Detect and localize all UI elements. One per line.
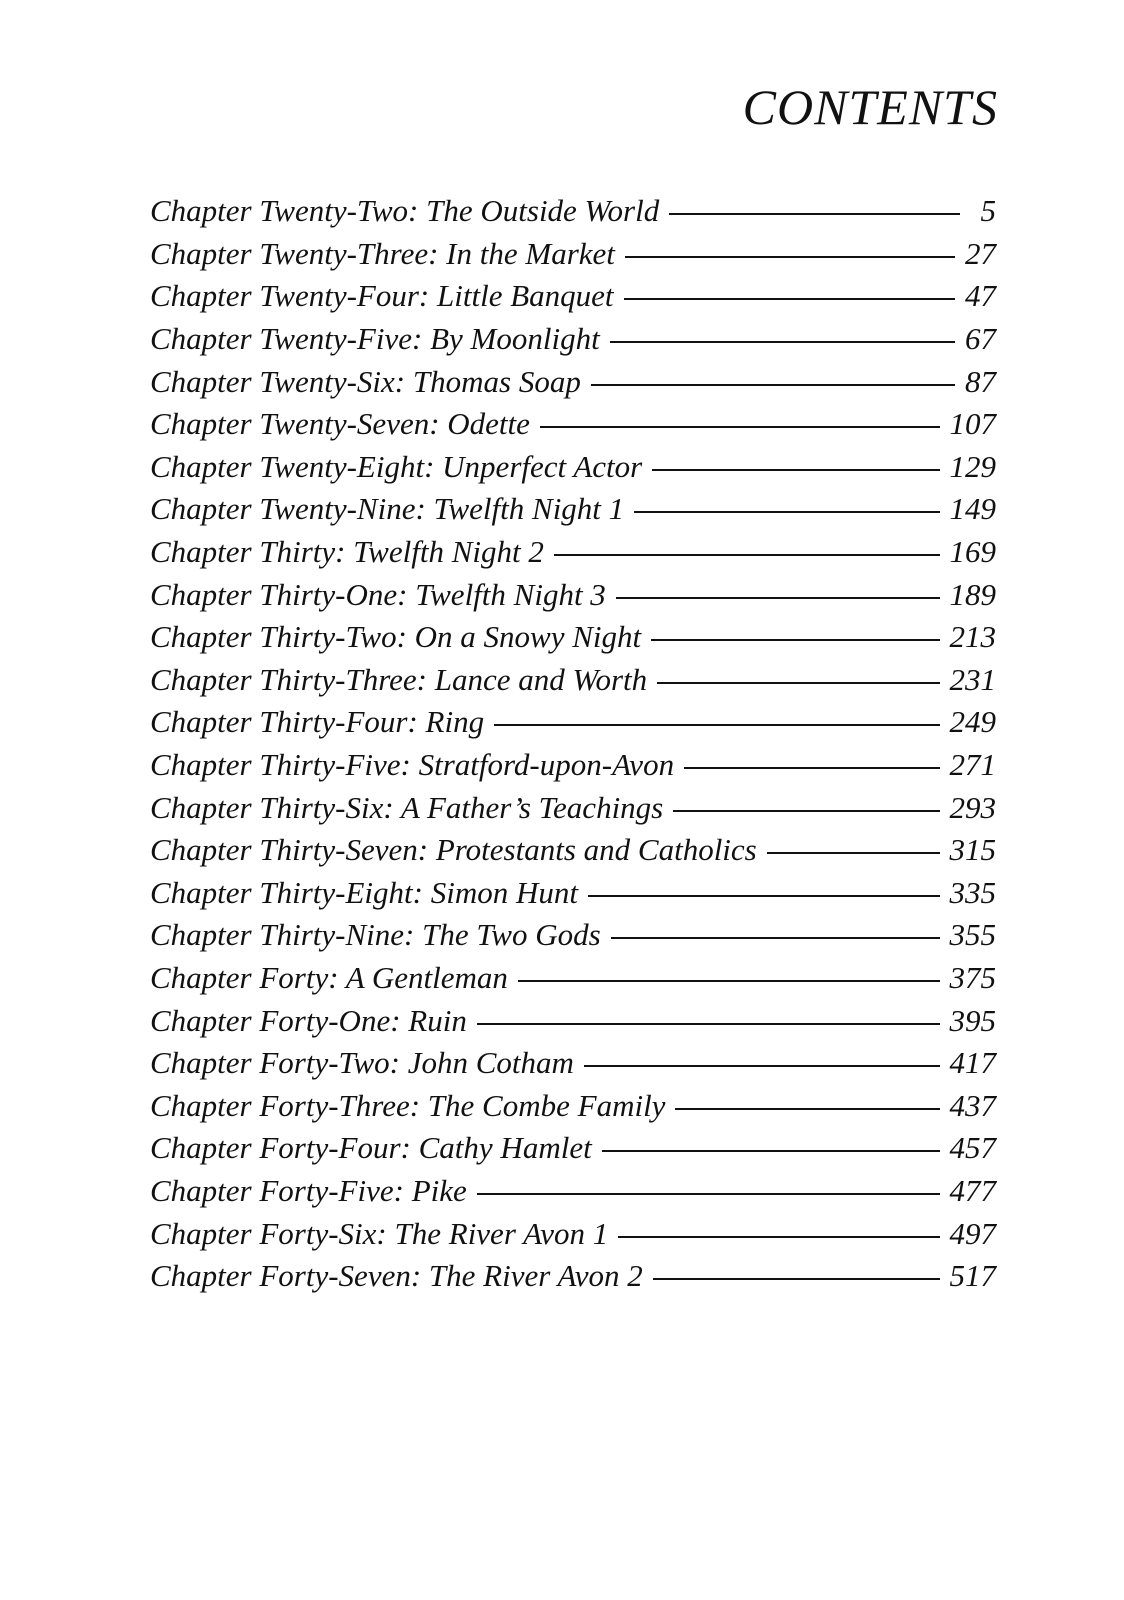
toc-entry (150, 914, 996, 957)
page-number: 169 (949, 534, 996, 570)
page-number: 335 (949, 874, 996, 910)
chapter-title: Chapter Forty-Six: The River Avon 1 (150, 1215, 609, 1251)
page-number: 293 (949, 789, 996, 825)
leader-line (657, 682, 939, 684)
chapter-title: Chapter Twenty-Five: By Moonlight (150, 321, 600, 357)
chapter-title: Chapter Thirty-Six: A Father’s Teachings (150, 789, 664, 825)
chapter-title: Chapter Thirty-Seven: Protestants and Catholics (150, 832, 757, 868)
toc-entry (150, 403, 996, 446)
leader-line (652, 469, 939, 471)
chapter-title: Chapter Twenty-Three: In the Market (150, 235, 615, 271)
page-number: 517 (949, 1258, 996, 1294)
toc-entry (150, 1084, 996, 1127)
chapter-title: Chapter Twenty-Eight: Unperfect Actor (150, 448, 643, 484)
chapter-title: Chapter Thirty-Two: On a Snowy Night (150, 619, 642, 655)
page-number: 231 (949, 661, 996, 697)
toc-entry (150, 488, 996, 531)
chapter-title: Chapter Forty-Two: John Cotham (150, 1045, 574, 1081)
toc-entry (150, 318, 996, 361)
page-number: 149 (949, 491, 996, 527)
chapter-title: Chapter Forty-Three: The Combe Family (150, 1087, 666, 1123)
chapter-title: Chapter Twenty-Two: The Outside World (150, 193, 660, 229)
toc-entry (150, 659, 996, 702)
page-number: 87 (965, 363, 996, 399)
leader-line (675, 1108, 939, 1110)
toc-entry (150, 531, 996, 574)
toc-entry (150, 701, 996, 744)
toc-entry (150, 616, 996, 659)
page-number: 67 (965, 321, 996, 357)
leader-line (767, 852, 940, 854)
page-number: 437 (949, 1087, 996, 1123)
leader-line (673, 810, 939, 812)
page-title: CONTENTS (742, 79, 998, 135)
toc-entry (150, 1255, 996, 1298)
chapter-title: Chapter Thirty-Three: Lance and Worth (150, 661, 648, 697)
leader-line (610, 341, 955, 343)
leader-line (518, 980, 940, 982)
toc-entry (150, 275, 996, 318)
toc-entry (150, 1042, 996, 1085)
page-number: 355 (949, 917, 996, 953)
chapter-title: Chapter Thirty-Four: Ring (150, 704, 485, 740)
chapter-title: Chapter Thirty-Five: Stratford-upon-Avon (150, 747, 675, 783)
chapter-title: Chapter Twenty-Nine: Twelfth Night 1 (150, 491, 625, 527)
page-number: 189 (949, 576, 996, 612)
chapter-title: Chapter Forty-Four: Cathy Hamlet (150, 1130, 592, 1166)
leader-line (669, 213, 960, 215)
toc-entry (150, 190, 996, 233)
leader-line (477, 1023, 940, 1025)
chapter-title: Chapter Twenty-Four: Little Banquet (150, 278, 614, 314)
leader-line (684, 767, 939, 769)
page-number: 497 (949, 1215, 996, 1251)
leader-line (653, 1278, 940, 1280)
leader-line (494, 724, 939, 726)
leader-line (624, 298, 955, 300)
table-of-contents (150, 190, 996, 1297)
chapter-title: Chapter Thirty-Nine: The Two Gods (150, 917, 601, 953)
leader-line (588, 895, 940, 897)
toc-entry (150, 233, 996, 276)
chapter-title: Chapter Twenty-Seven: Odette (150, 406, 530, 442)
chapter-title: Chapter Forty-One: Ruin (150, 1002, 467, 1038)
leader-line (616, 597, 940, 599)
toc-entry (150, 1170, 996, 1213)
toc-entry (150, 829, 996, 872)
page-number: 249 (949, 704, 996, 740)
toc-entry (150, 786, 996, 829)
leader-line (591, 384, 955, 386)
page-number: 47 (965, 278, 996, 314)
leader-line (625, 256, 955, 258)
leader-line (540, 426, 940, 428)
page-number: 477 (949, 1172, 996, 1208)
page-number: 107 (949, 406, 996, 442)
page-number: 457 (949, 1130, 996, 1166)
chapter-title: Chapter Thirty: Twelfth Night 2 (150, 534, 544, 570)
page-number: 417 (949, 1045, 996, 1081)
toc-entry (150, 446, 996, 489)
leader-line (602, 1150, 940, 1152)
toc-entry (150, 573, 996, 616)
leader-line (634, 511, 939, 513)
toc-entry (150, 1212, 996, 1255)
page-number: 213 (949, 619, 996, 655)
leader-line (477, 1193, 940, 1195)
page-number: 315 (949, 832, 996, 868)
leader-line (554, 554, 940, 556)
toc-entry (150, 872, 996, 915)
leader-line (651, 639, 939, 641)
chapter-title: Chapter Forty-Seven: The River Avon 2 (150, 1258, 643, 1294)
chapter-title: Chapter Thirty-Eight: Simon Hunt (150, 874, 578, 910)
chapter-title: Chapter Forty: A Gentleman (150, 959, 508, 995)
chapter-title: Chapter Twenty-Six: Thomas Soap (150, 363, 581, 399)
toc-entry (150, 1127, 996, 1170)
leader-line (618, 1236, 939, 1238)
page-number: 27 (965, 235, 996, 271)
page-number: 5 (980, 193, 996, 229)
page-number: 375 (949, 959, 996, 995)
chapter-title: Chapter Thirty-One: Twelfth Night 3 (150, 576, 606, 612)
chapter-title: Chapter Forty-Five: Pike (150, 1172, 467, 1208)
leader-line (584, 1065, 940, 1067)
page-number: 395 (949, 1002, 996, 1038)
toc-entry (150, 999, 996, 1042)
page-number: 129 (949, 448, 996, 484)
toc-entry (150, 957, 996, 1000)
toc-entry (150, 360, 996, 403)
toc-entry (150, 744, 996, 787)
page-number: 271 (949, 747, 996, 783)
leader-line (611, 937, 940, 939)
